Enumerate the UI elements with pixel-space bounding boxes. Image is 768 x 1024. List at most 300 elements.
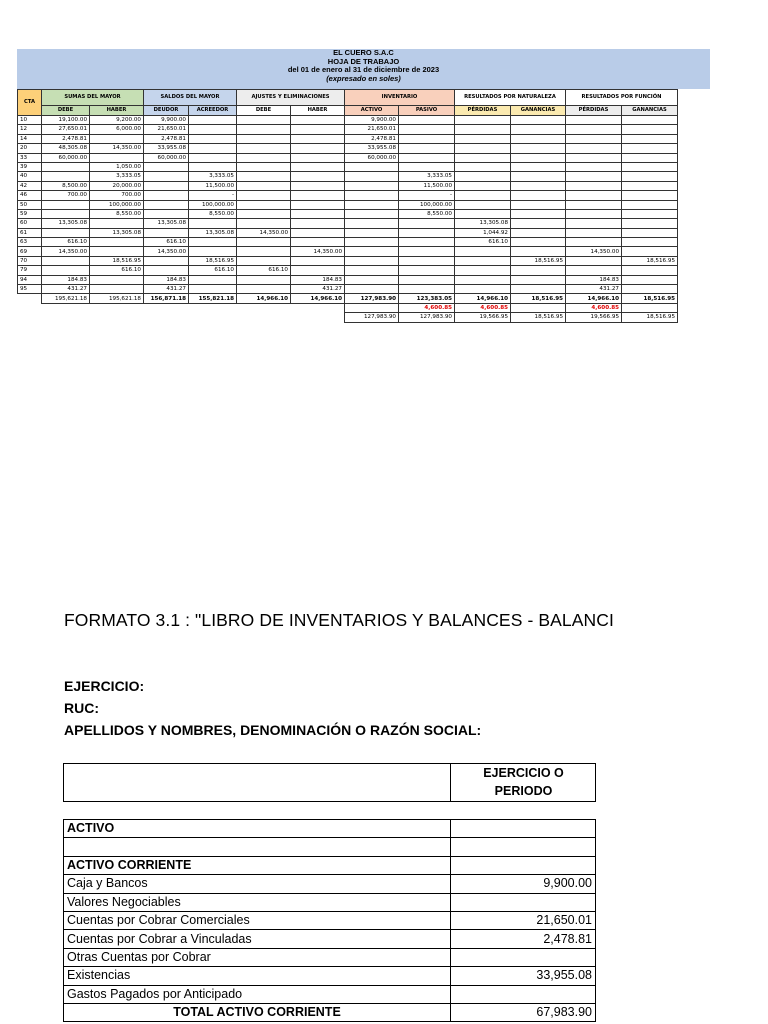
account-code: 42	[18, 181, 42, 190]
balance-row	[64, 856, 596, 874]
total-cell: 123,383.05	[399, 294, 455, 303]
account-code: 59	[18, 209, 42, 218]
empty-cell	[42, 303, 90, 312]
amount-cell: 11,500.00	[399, 181, 455, 190]
amount-cell: 431.27	[42, 285, 90, 294]
worksheet-table	[17, 89, 678, 323]
amount-cell	[511, 247, 566, 256]
amount-cell	[42, 256, 90, 265]
amount-cell	[566, 266, 622, 275]
worksheet-row	[18, 144, 678, 153]
amount-cell: 13,305.08	[90, 228, 144, 237]
amount-cell: 6,000.00	[90, 125, 144, 134]
amount-cell	[455, 209, 511, 218]
empty-cell	[90, 313, 144, 322]
amount-cell	[345, 200, 399, 209]
amount-cell	[511, 219, 566, 228]
balance-row-label	[64, 838, 451, 856]
amount-cell	[455, 144, 511, 153]
worksheet-title: HOJA DE TRABAJO	[327, 56, 400, 66]
account-code: 79	[18, 266, 42, 275]
group-header-inventario: INVENTARIO	[345, 90, 455, 106]
worksheet-row	[18, 200, 678, 209]
balance-table	[63, 819, 596, 1022]
amount-cell: 13,305.08	[189, 228, 237, 237]
balance-row-value	[451, 820, 596, 838]
amount-cell	[345, 238, 399, 247]
amount-cell	[511, 153, 566, 162]
total-cell: 14,966.10	[291, 294, 345, 303]
amount-cell	[189, 238, 237, 247]
amount-cell	[399, 238, 455, 247]
amount-cell	[511, 228, 566, 237]
worksheet-row	[18, 162, 678, 171]
amount-cell	[455, 181, 511, 190]
amount-cell	[345, 191, 399, 200]
total-cell: 156,871.18	[144, 294, 189, 303]
amount-cell	[345, 247, 399, 256]
worksheet-row	[18, 238, 678, 247]
sub-header-perdidas-fun: PÉRDIDAS	[566, 106, 622, 116]
amount-cell: 2,478.81	[42, 134, 90, 143]
amount-cell	[566, 153, 622, 162]
account-code: 61	[18, 228, 42, 237]
amount-cell	[622, 153, 678, 162]
amount-cell	[189, 134, 237, 143]
account-code: 60	[18, 219, 42, 228]
amount-cell	[291, 172, 345, 181]
amount-cell: 33,955.08	[345, 144, 399, 153]
balance-row	[64, 875, 596, 893]
amount-cell	[144, 209, 189, 218]
amount-cell	[189, 116, 237, 125]
amount-cell	[511, 238, 566, 247]
amount-cell: 3,333.05	[189, 172, 237, 181]
balance-row	[64, 967, 596, 985]
amount-cell	[90, 275, 144, 284]
final-total-cell: 127,983.90	[345, 313, 399, 322]
amount-cell	[566, 134, 622, 143]
amount-cell	[399, 219, 455, 228]
sub-header-ganancias-fun: GANANCIAS	[622, 106, 678, 116]
ejercicio-periodo-header	[450, 764, 596, 801]
account-code: 40	[18, 172, 42, 181]
empty-cell	[291, 303, 345, 312]
amount-cell	[511, 266, 566, 275]
empty-cell	[237, 303, 291, 312]
balance-row-value	[451, 948, 596, 966]
worksheet-row	[18, 134, 678, 143]
total-cell: 155,821.18	[189, 294, 237, 303]
balance-row-value	[451, 985, 596, 1003]
amount-cell: 8,550.00	[189, 209, 237, 218]
currency-note: (expresado en soles)	[326, 73, 401, 83]
sub-header-pasivo: PASIVO	[399, 106, 455, 116]
amount-cell	[291, 153, 345, 162]
total-cell: 18,516.95	[622, 294, 678, 303]
amount-cell	[189, 153, 237, 162]
account-code: 33	[18, 153, 42, 162]
amount-cell	[455, 285, 511, 294]
amount-cell	[345, 172, 399, 181]
total-cell: 18,516.95	[511, 294, 566, 303]
balance-row	[64, 911, 596, 929]
amount-cell	[455, 266, 511, 275]
amount-cell	[622, 200, 678, 209]
amount-cell	[42, 162, 90, 171]
balance-row	[64, 893, 596, 911]
sub-header-debe: DEBE	[42, 106, 90, 116]
worksheet-row	[18, 247, 678, 256]
amount-cell	[237, 134, 291, 143]
account-code: 12	[18, 125, 42, 134]
worksheet-row	[18, 181, 678, 190]
amount-cell	[237, 162, 291, 171]
amount-cell	[291, 162, 345, 171]
balance-row	[64, 930, 596, 948]
worksheet-row	[18, 266, 678, 275]
amount-cell: 18,516.95	[622, 256, 678, 265]
amount-cell	[566, 172, 622, 181]
amount-cell	[189, 285, 237, 294]
amount-cell	[189, 125, 237, 134]
amount-cell	[511, 181, 566, 190]
balance-row-value	[451, 838, 596, 856]
amount-cell: 184.83	[42, 275, 90, 284]
amount-cell	[345, 181, 399, 190]
amount-cell	[622, 172, 678, 181]
total-cell: 14,966.10	[237, 294, 291, 303]
worksheet-row	[18, 172, 678, 181]
amount-cell: 14,350.00	[42, 247, 90, 256]
amount-cell	[90, 153, 144, 162]
amount-cell	[291, 125, 345, 134]
amount-cell	[455, 162, 511, 171]
balance-row-value: 2,478.81	[451, 930, 596, 948]
balance-row-value: 9,900.00	[451, 875, 596, 893]
worksheet-row	[18, 125, 678, 134]
worksheet-row	[18, 256, 678, 265]
amount-cell: 33,955.08	[144, 144, 189, 153]
account-code: 14	[18, 134, 42, 143]
amount-cell	[399, 285, 455, 294]
result-cell: 4,600.85	[566, 303, 622, 312]
amount-cell: 14,350.00	[90, 144, 144, 153]
amount-cell	[566, 162, 622, 171]
amount-cell	[237, 209, 291, 218]
amount-cell	[455, 256, 511, 265]
final-total-cell: 19,566.95	[455, 313, 511, 322]
amount-cell	[622, 285, 678, 294]
amount-cell	[511, 125, 566, 134]
amount-cell	[622, 275, 678, 284]
amount-cell: 19,100.00	[42, 116, 90, 125]
worksheet-header	[17, 49, 710, 89]
amount-cell	[189, 144, 237, 153]
amount-cell	[622, 144, 678, 153]
amount-cell	[237, 144, 291, 153]
amount-cell	[90, 238, 144, 247]
amount-cell	[291, 219, 345, 228]
amount-cell	[622, 181, 678, 190]
amount-cell	[511, 209, 566, 218]
amount-cell	[511, 116, 566, 125]
amount-cell	[399, 134, 455, 143]
amount-cell	[455, 172, 511, 181]
amount-cell	[144, 200, 189, 209]
balance-row-label: Gastos Pagados por Anticipado	[64, 985, 451, 1003]
amount-cell	[455, 116, 511, 125]
group-header-funcion: RESULTADOS POR FUNCIÓN	[566, 90, 678, 106]
balance-row-label: ACTIVO	[64, 820, 451, 838]
final-total-cell: 19,566.95	[566, 313, 622, 322]
amount-cell	[566, 219, 622, 228]
amount-cell	[566, 200, 622, 209]
amount-cell	[455, 125, 511, 134]
amount-cell	[566, 125, 622, 134]
total-cell: 195,621.18	[90, 294, 144, 303]
amount-cell: 18,516.95	[90, 256, 144, 265]
amount-cell	[566, 238, 622, 247]
amount-cell	[345, 256, 399, 265]
balance-row	[64, 820, 596, 838]
amount-cell: 48,305.08	[42, 144, 90, 153]
amount-cell	[622, 266, 678, 275]
cta-header: CTA	[18, 90, 42, 116]
amount-cell: 14,350.00	[144, 247, 189, 256]
totals-row	[18, 294, 678, 303]
amount-cell	[144, 181, 189, 190]
amount-cell: 616.10	[42, 238, 90, 247]
amount-cell	[399, 275, 455, 284]
amount-cell	[237, 275, 291, 284]
amount-cell	[291, 144, 345, 153]
account-code: 50	[18, 200, 42, 209]
result-row	[18, 303, 678, 312]
amount-cell: 3,333.05	[90, 172, 144, 181]
balance-row	[64, 838, 596, 856]
worksheet-row	[18, 191, 678, 200]
amount-cell	[237, 238, 291, 247]
amount-cell: 18,516.95	[189, 256, 237, 265]
balance-row-label: Caja y Bancos	[64, 875, 451, 893]
result-cell	[622, 303, 678, 312]
balance-row-label: Valores Negociables	[64, 893, 451, 911]
amount-cell	[511, 285, 566, 294]
amount-cell: 11,500.00	[189, 181, 237, 190]
group-header-saldos: SALDOS DEL MAYOR	[144, 90, 237, 106]
amount-cell: 14,350.00	[566, 247, 622, 256]
balance-row-value	[451, 893, 596, 911]
amount-cell	[237, 219, 291, 228]
ruc-label: RUC:	[64, 700, 99, 716]
amount-cell	[189, 219, 237, 228]
company-name: EL CUERO S.A.C	[333, 48, 394, 57]
balance-row-value	[451, 856, 596, 874]
amount-cell	[345, 275, 399, 284]
amount-cell	[622, 247, 678, 256]
amount-cell: 21,650.01	[345, 125, 399, 134]
worksheet-row	[18, 209, 678, 218]
amount-cell: 14,350.00	[237, 228, 291, 237]
balance-row-label: Existencias	[64, 967, 451, 985]
result-cell: 4,600.85	[399, 303, 455, 312]
amount-cell: 13,305.08	[144, 219, 189, 228]
amount-cell	[237, 116, 291, 125]
empty-cell	[90, 303, 144, 312]
amount-cell: 60,000.00	[345, 153, 399, 162]
amount-cell	[622, 238, 678, 247]
balance-row-label: Otras Cuentas por Cobrar	[64, 948, 451, 966]
amount-cell: 14,350.00	[291, 247, 345, 256]
sub-header-deudor: DEUDOR	[144, 106, 189, 116]
amount-cell	[455, 275, 511, 284]
amount-cell	[511, 191, 566, 200]
balance-row	[64, 985, 596, 1003]
sub-header-activo: ACTIVO	[345, 106, 399, 116]
empty-cell	[291, 313, 345, 322]
amount-cell	[345, 228, 399, 237]
balance-row-label: ACTIVO CORRIENTE	[64, 856, 451, 874]
amount-cell	[90, 285, 144, 294]
amount-cell	[566, 181, 622, 190]
amount-cell	[566, 228, 622, 237]
amount-cell	[237, 200, 291, 209]
balance-row-value: 33,955.08	[451, 967, 596, 985]
balance-row-label: Cuentas por Cobrar Comerciales	[64, 911, 451, 929]
amount-cell	[237, 191, 291, 200]
amount-cell: 3,333.05	[399, 172, 455, 181]
amount-cell	[237, 125, 291, 134]
amount-cell	[345, 209, 399, 218]
account-code: 39	[18, 162, 42, 171]
total-cell: 14,966.10	[566, 294, 622, 303]
amount-cell	[291, 256, 345, 265]
amount-cell	[399, 116, 455, 125]
final-total-cell: 18,516.95	[511, 313, 566, 322]
amount-cell	[566, 209, 622, 218]
amount-cell	[455, 247, 511, 256]
empty-cell	[189, 313, 237, 322]
amount-cell	[566, 144, 622, 153]
amount-cell: 2,478.81	[345, 134, 399, 143]
amount-cell: 184.83	[291, 275, 345, 284]
amount-cell	[399, 144, 455, 153]
amount-cell	[399, 228, 455, 237]
amount-cell	[291, 238, 345, 247]
amount-cell	[144, 266, 189, 275]
amount-cell: -	[189, 191, 237, 200]
amount-cell	[566, 191, 622, 200]
amount-cell: 13,305.08	[42, 219, 90, 228]
amount-cell	[455, 153, 511, 162]
amount-cell	[291, 209, 345, 218]
empty-cell	[144, 313, 189, 322]
total-cell: 195,621.18	[42, 294, 90, 303]
amount-cell: 100,000.00	[399, 200, 455, 209]
amount-cell	[622, 219, 678, 228]
amount-cell: 616.10	[455, 238, 511, 247]
balance-row	[64, 1003, 596, 1021]
amount-cell	[622, 134, 678, 143]
amount-cell	[144, 191, 189, 200]
amount-cell	[622, 162, 678, 171]
worksheet-row	[18, 275, 678, 284]
balance-row-value: 21,650.01	[451, 911, 596, 929]
amount-cell	[511, 172, 566, 181]
amount-cell	[291, 200, 345, 209]
empty-cell	[42, 313, 90, 322]
amount-cell: 20,000.00	[90, 181, 144, 190]
amount-cell: 184.83	[144, 275, 189, 284]
amount-cell: 431.27	[144, 285, 189, 294]
result-cell	[511, 303, 566, 312]
amount-cell	[345, 219, 399, 228]
amount-cell	[622, 125, 678, 134]
amount-cell: 9,200.00	[90, 116, 144, 125]
worksheet-row	[18, 219, 678, 228]
amount-cell	[291, 181, 345, 190]
amount-cell	[90, 134, 144, 143]
balance-row-label: Cuentas por Cobrar a Vinculadas	[64, 930, 451, 948]
worksheet-row	[18, 153, 678, 162]
ejercicio-label: EJERCICIO:	[64, 678, 145, 694]
amount-cell	[42, 172, 90, 181]
balance-row-value: 67,983.90	[451, 1003, 596, 1021]
amount-cell	[345, 162, 399, 171]
amount-cell: 616.10	[144, 238, 189, 247]
header-line-1: EJERCICIO O	[483, 766, 564, 780]
sub-header-haber: HABER	[90, 106, 144, 116]
amount-cell	[345, 285, 399, 294]
final-total-row	[18, 313, 678, 322]
amount-cell: 431.27	[291, 285, 345, 294]
empty-cell	[18, 303, 42, 312]
amount-cell: 2,478.81	[144, 134, 189, 143]
amount-cell	[622, 209, 678, 218]
amount-cell: 431.27	[566, 285, 622, 294]
amount-cell	[237, 153, 291, 162]
worksheet-row	[18, 228, 678, 237]
amount-cell	[144, 172, 189, 181]
result-cell: 4,600.85	[455, 303, 511, 312]
amount-cell	[237, 172, 291, 181]
group-header-ajustes: AJUSTES Y ELIMINACIONES	[237, 90, 345, 106]
amount-cell	[455, 134, 511, 143]
amount-cell: 8,550.00	[90, 209, 144, 218]
amount-cell	[399, 162, 455, 171]
amount-cell	[42, 266, 90, 275]
amount-cell: -	[399, 191, 455, 200]
amount-cell	[42, 200, 90, 209]
amount-cell	[455, 191, 511, 200]
amount-cell	[399, 266, 455, 275]
amount-cell	[90, 247, 144, 256]
amount-cell	[42, 228, 90, 237]
account-code: 94	[18, 275, 42, 284]
amount-cell	[511, 162, 566, 171]
amount-cell	[622, 191, 678, 200]
account-code: 69	[18, 247, 42, 256]
account-code: 20	[18, 144, 42, 153]
total-cell: 14,966.10	[455, 294, 511, 303]
amount-cell: 60,000.00	[42, 153, 90, 162]
amount-cell	[237, 181, 291, 190]
header-line-2: PERIODO	[494, 784, 553, 798]
amount-cell	[189, 162, 237, 171]
amount-cell	[237, 256, 291, 265]
amount-cell: 1,050.00	[90, 162, 144, 171]
